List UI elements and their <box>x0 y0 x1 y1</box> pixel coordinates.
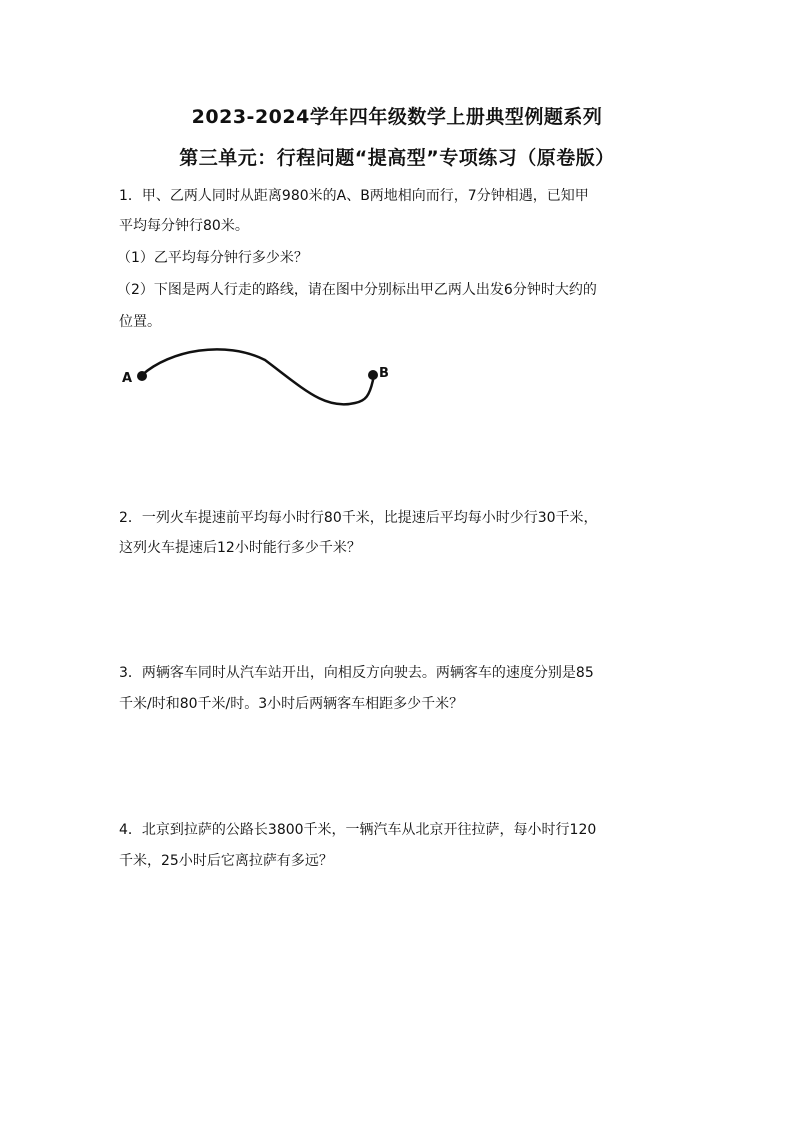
question-1-sub-2: （2）下图是两人行走的路线，请在图中分别标出甲乙两人出发6分钟时大约的 <box>117 282 597 298</box>
point-a-dot <box>137 371 147 381</box>
question-1-sub-1: （1）乙平均每分钟行多少米？ <box>117 250 308 266</box>
route-curve <box>142 349 374 404</box>
point-a-label: A <box>122 371 133 386</box>
question-1-line-1: 1．甲、乙两人同时从距离980米的A、B两地相向而行，7分钟相遇，已知甲 <box>119 188 589 204</box>
question-4-line-2: 千米，25小时后它离拉萨有多远？ <box>119 853 333 869</box>
point-b-label: B <box>379 366 389 381</box>
point-b-dot <box>368 370 378 380</box>
question-2-line-2: 这列火车提速后12小时能行多少千米？ <box>119 540 361 556</box>
document-subtitle: 第三单元：行程问题“提高型”专项练习（原卷版） <box>179 147 615 169</box>
document-title: 2023-2024学年四年级数学上册典型例题系列 <box>191 106 603 128</box>
question-4-line-1: 4．北京到拉萨的公路长3800千米，一辆汽车从北京开往拉萨，每小时行120 <box>119 822 597 838</box>
question-1-line-2: 平均每分钟行80米。 <box>119 218 249 234</box>
question-3-line-1: 3．两辆客车同时从汽车站开出，向相反方向驶去。两辆客车的速度分别是85 <box>119 665 594 681</box>
route-diagram <box>115 335 405 420</box>
question-3-line-2: 千米/时和80千米/时。3小时后两辆客车相距多少千米？ <box>119 696 464 712</box>
question-2-line-1: 2．一列火车提速前平均每小时行80千米，比提速后平均每小时少行30千米， <box>119 510 598 526</box>
question-1-sub-2-cont: 位置。 <box>119 314 161 330</box>
